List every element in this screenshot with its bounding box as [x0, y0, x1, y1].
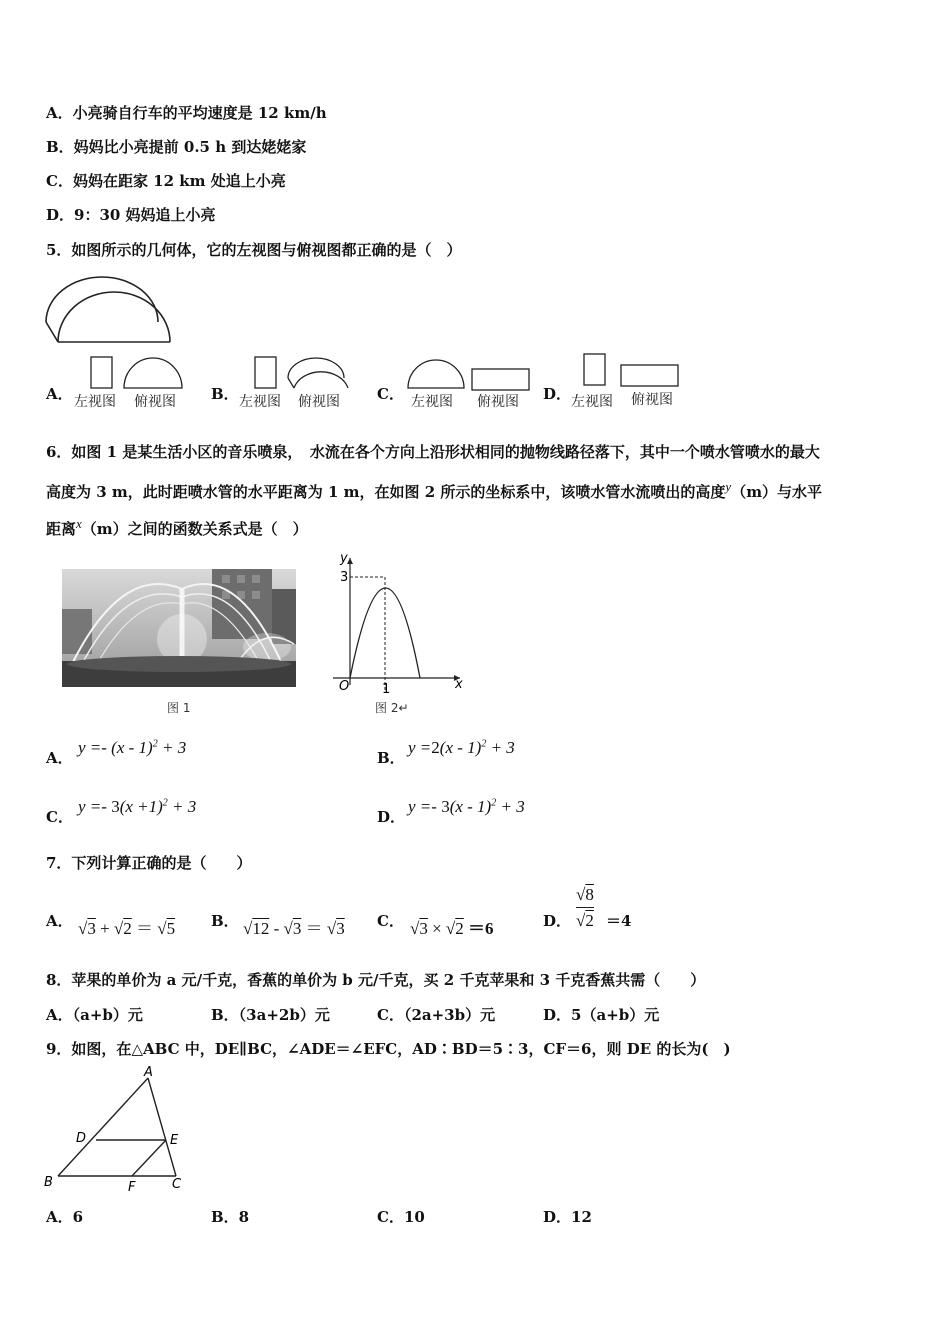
q7-option-c-letter: C．: [377, 912, 404, 930]
point-b-label: B: [44, 1175, 53, 1190]
graph-y-label: y: [340, 551, 348, 566]
q5-d-left-view: [583, 353, 607, 387]
fig1-caption: 图 1: [167, 701, 191, 715]
q7-option-a-letter: A．: [46, 912, 73, 930]
q6-option-a-letter: A．: [46, 749, 73, 767]
fig2-caption: 图 2↵: [375, 701, 409, 715]
q5-c-top-view: [471, 368, 531, 392]
q7-option-d-result: ＝4: [606, 912, 632, 930]
q4-option-c: C．妈妈在距家 12 km 处追上小亮: [46, 172, 286, 190]
q9-stem: 9．如图，在△ABC 中，DE∥BC，∠ADE＝∠EFC，AD∶BD＝5∶3，CF＝6，则 DE 的长为( ): [46, 1040, 731, 1058]
graph-origin-label: O: [339, 679, 350, 694]
q5-d-top-view: [620, 364, 680, 388]
q5-stem: 5．如图所示的几何体，它的左视图与俯视图都正确的是（ ）: [46, 241, 462, 259]
triangle-figure: [40, 1064, 200, 1194]
graph-peak-y-label: 3: [340, 570, 349, 585]
q5-option-a-letter: A．: [46, 385, 73, 403]
q5-c-top-label: 俯视图: [477, 394, 519, 410]
q9-option-c: C．10: [377, 1208, 425, 1226]
q9-option-d: D．12: [543, 1208, 592, 1226]
q6-line-3: 距离$^x$（m）之间的函数关系式是（ ）: [46, 516, 308, 538]
q5-a-left-view: [90, 356, 114, 390]
q5-b-left-view: [254, 356, 278, 390]
q8-option-b: B．（3a+2b）元: [211, 1006, 330, 1024]
q5-a-top-label: 俯视图: [134, 394, 176, 410]
q6-option-c-letter: C．: [46, 808, 73, 826]
q5-d-left-label: 左视图: [571, 394, 613, 410]
point-a-label: A: [144, 1065, 153, 1080]
q8-stem: 8．苹果的单价为 a 元/千克，香蕉的单价为 b 元/千克，买 2 千克苹果和 3 千克香蕉共需（ ）: [46, 971, 706, 989]
q7-option-d-formula: √8 √2: [576, 885, 594, 930]
q4-option-a: A．小亮骑自行车的平均速度是 12 km/h: [46, 104, 327, 122]
q6-option-d-formula: y =- 3(x - 1)$^2$ + 3: [408, 797, 525, 816]
q7-option-c-formula: √3 × √2 ＝6: [410, 919, 494, 938]
point-c-label: C: [172, 1177, 182, 1192]
q5-c-left-label: 左视图: [411, 394, 453, 410]
q5-b-left-label: 左视图: [239, 394, 281, 410]
q9-option-b: B．8: [211, 1208, 250, 1226]
point-e-label: E: [170, 1133, 179, 1148]
q5-b-top-label: 俯视图: [298, 394, 340, 410]
q8-option-c: C．（2a+3b）元: [377, 1006, 496, 1024]
q6-option-c-formula: $y =- 3(x +1)^2 + 3$: [78, 797, 197, 816]
q4-option-d: D．9：30 妈妈追上小亮: [46, 206, 216, 224]
q6-var-y: y: [725, 479, 732, 494]
q5-solid-figure: [44, 272, 174, 344]
q8-option-d: D．5（a+b）元: [543, 1006, 660, 1024]
q7-option-d-letter: D．: [543, 912, 572, 930]
q7-option-a-formula: √3 + √2 ＝ √5: [78, 919, 176, 938]
point-d-label: D: [76, 1131, 87, 1146]
q5-a-left-label: 左视图: [74, 394, 116, 410]
q6-line-1: 6．如图 1 是某生活小区的音乐喷泉， 水流在各个方向上沿形状相同的抛物线路径落下，其中一个喷水管喷水的最大: [46, 443, 820, 461]
q5-option-d-letter: D．: [543, 385, 572, 403]
q8-option-a: A．（a+b）元: [46, 1006, 143, 1024]
parabola-graph: [328, 550, 468, 705]
q4-option-b: B．妈妈比小亮提前 0.5 h 到达姥姥家: [46, 138, 307, 156]
q5-d-top-label: 俯视图: [631, 392, 673, 408]
q7-option-b-formula: √12 - √3 ＝ √3: [243, 919, 345, 938]
q6-option-d-letter: D．: [377, 808, 406, 826]
q6-line-2: 高度为 3 m，此时距喷水管的水平距离为 1 m，在如图 2 所示的坐标系中，该喷水管水流喷出的高度$^y$（m）与水平: [46, 479, 823, 501]
q9-option-a: A．6: [46, 1208, 84, 1226]
graph-peak-x-label: 1: [382, 682, 391, 697]
fountain-photo: [62, 569, 296, 687]
q5-option-c-letter: C．: [377, 385, 404, 403]
graph-x-label: x: [455, 677, 463, 692]
q5-c-left-view: [406, 358, 466, 390]
q7-option-b-letter: B．: [211, 912, 239, 930]
q5-a-top-view: [122, 356, 184, 390]
q7-stem: 7．下列计算正确的是（ ）: [46, 854, 252, 872]
q5-b-top-view: [286, 356, 350, 390]
q5-option-b-letter: B．: [211, 385, 239, 403]
q6-option-a-formula: y =- (x - 1)$^2$ + 3: [78, 738, 187, 757]
point-f-label: F: [128, 1180, 136, 1194]
q6-option-b-formula: y =2(x - 1)$^2$ + 3: [408, 738, 515, 757]
q6-var-x: x: [76, 516, 82, 531]
q6-option-b-letter: B．: [377, 749, 405, 767]
